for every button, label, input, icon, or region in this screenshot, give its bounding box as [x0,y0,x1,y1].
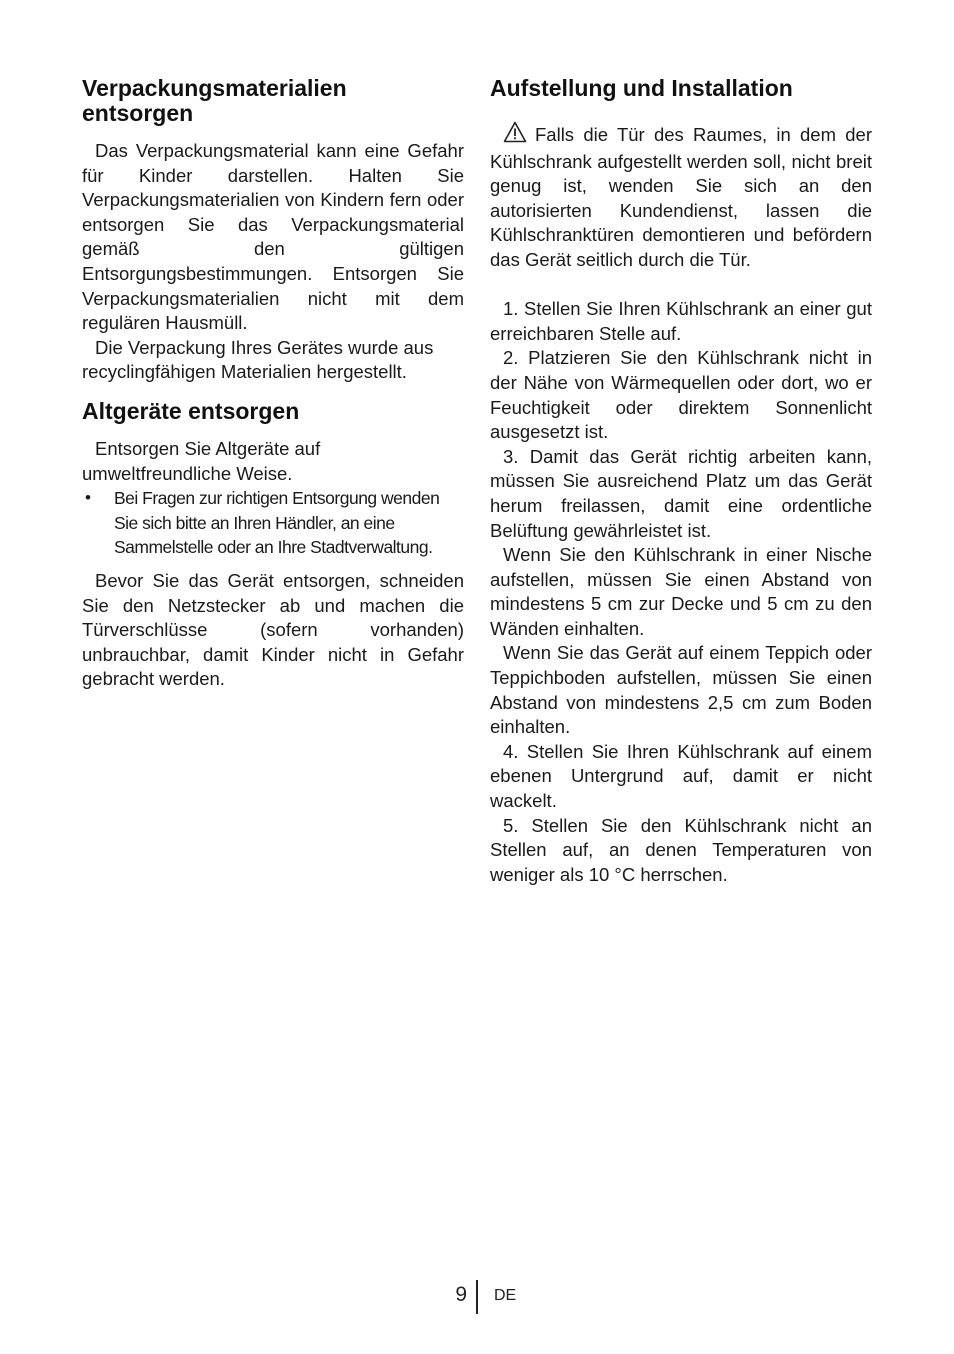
page-number: 9 [455,1283,467,1306]
packaging-paragraph-2: Die Verpackung Ihres Gerätes wurde aus recyclingfähigen Materialien hergestellt. [82,336,434,383]
installation-item-5: 5. Stellen Sie den Kühlschrank nicht an Stellen auf, an denen Temperaturen von weniger als 10 °C herrschen. [490,814,872,885]
page-footer [0,1280,954,1314]
old-appliances-paragraph-1: Entsorgen Sie Altgeräte auf umweltfreundliche Weise. [82,437,321,484]
old-appliances-paragraph-2: Bevor Sie das Gerät entsorgen, schneiden Sie den Netzstecker ab und machen die Türverschlüsse (sofern vorhanden) unbrauchbar, damit Kinder nicht in Gefahr gebracht werden. [82,569,464,690]
footer-divider [476,1280,478,1314]
packaging-paragraph-1: Das Verpackungsmaterial kann eine Gefahr für Kinder darstellen. Halten Sie Verpackungsmaterialien von Kindern fern oder entsorgen Sie das Verpackungsmaterial gemäß den gültigen Entsorgungsbestimmungen. Entsorgen Sie Verpackungsmaterialien nicht mit dem regulären Hausmüll. [82,140,464,334]
section-title-packaging: Verpackungsmaterialien entsorgen [82,75,347,126]
installation-item-4: 4. Stellen Sie Ihren Kühlschrank auf einem ebenen Untergrund auf, damit er nicht wackelt. [490,740,872,812]
bullet-text: Bei Fragen zur richtigen Entsorgung wenden Sie sich bitte an Ihren Händler, an eine Sammelstelle oder an Ihre Stadtverwaltung. [114,488,440,558]
installation-niche-note: Wenn Sie den Kühlschrank in einer Nische aufstellen, müssen Sie einen Abstand von mindestens 5 cm zur Decke und 5 cm zu den Wänden einhalten. [490,544,872,639]
right-column [490,76,872,887]
warning-paragraph [490,121,872,273]
warning-triangle-icon [503,121,527,150]
language-code: DE [494,1287,517,1304]
left-column [82,76,464,692]
section-title-old-appliances: Altgeräte entsorgen [82,397,300,424]
warning-text: Falls die Tür des Raumes, in dem der Kühlschrank aufgestellt werden soll, nicht breit genug ist, wenden Sie sich an den autorisierten Kundendienst, lassen die Kühlschranktüren demontieren und befördern das Gerät seitlich durch die Tür. [490,124,872,270]
installation-item-1: 1. Stellen Sie Ihren Kühlschrank an einer gut erreichbaren Stelle auf. [490,298,872,344]
spacer [490,273,872,298]
bullet-icon: • [85,488,91,508]
installation-item-2: 2. Platzieren Sie den Kühlschrank nicht in der Nähe von Wärmequellen oder dort, wo er Feuchtigkeit oder direktem Sonnenlicht ausgesetzt ist. [490,347,872,443]
old-appliances-bullet-list [82,486,464,560]
installation-carpet-note: Wenn Sie das Gerät auf einem Teppich oder Teppichboden aufstellen, müssen Sie einen Abstand von mindestens 2,5 cm zum Boden einhalten. [490,642,872,738]
section-title-installation: Aufstellung und Installation [490,75,793,101]
installation-item-3: 3. Damit das Gerät richtig arbeiten kann, müssen Sie ausreichend Platz um das Gerät herum freilassen, damit eine ordentliche Belüftung gewährleistet ist. [490,445,872,541]
list-item [82,486,464,560]
